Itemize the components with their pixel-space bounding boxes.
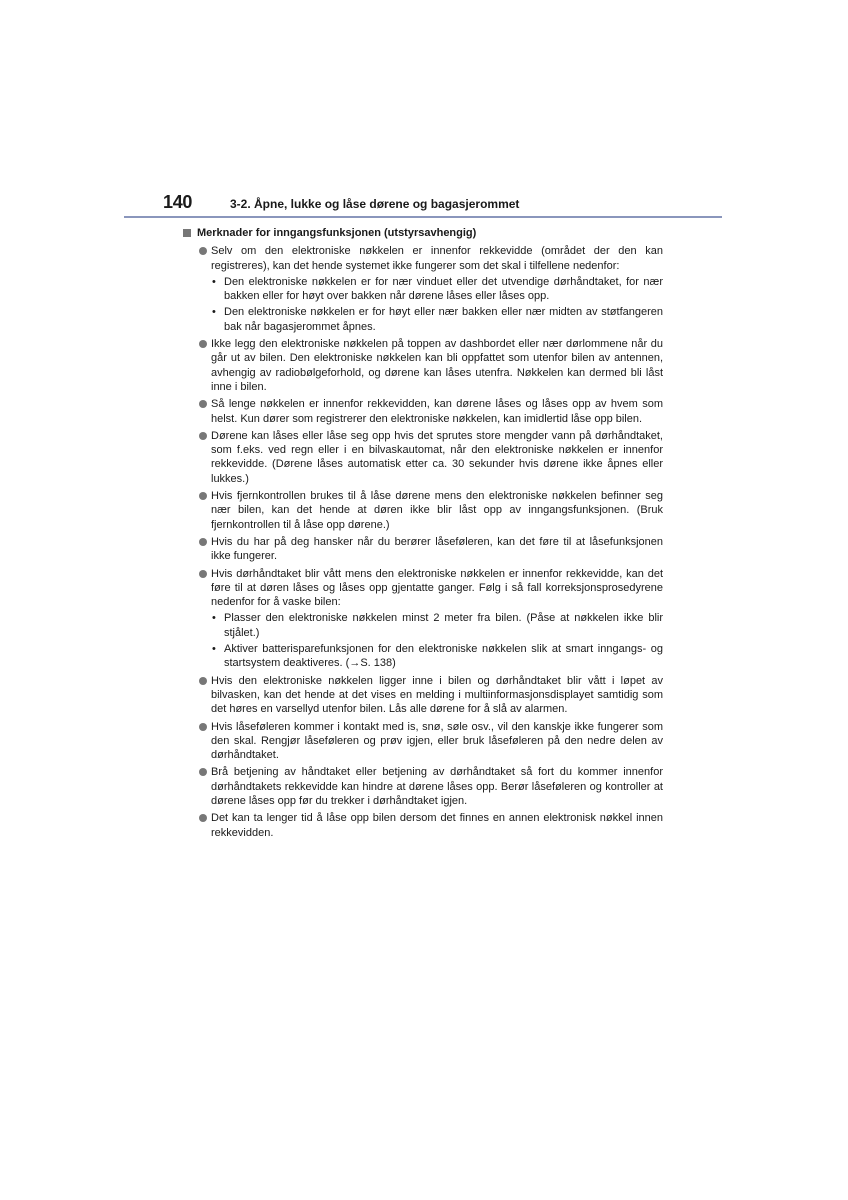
notes-list [183,244,663,840]
small-bullet-icon: • [212,275,216,288]
round-bullet-icon [199,677,207,685]
sub-list-item [211,642,663,671]
list-item [183,720,663,763]
sub-list-item-text: Den elektroniske nøkkelen er for nær vinduet eller det utvendige dørhåndtaket, for nær bakken eller for høyt over bakken når dørene låses eller låses opp. [224,275,663,303]
list-item-text: Hvis den elektroniske nøkkelen ligger inne i bilen og dørhåndtaket blir vått i løpet av bilvasken, kan det hende at det vises en melding i multiinformasjonsdisplayet samtidig som det høres en varsellyd utenfor bilen. Lås alle dørene for å slå av alarmen. [211,674,663,716]
list-item [183,567,663,671]
notes-heading [183,226,663,240]
sub-list-item [211,275,663,304]
round-bullet-icon [199,538,207,546]
round-bullet-icon [199,723,207,731]
page-number: 140 [163,192,193,212]
list-item-text: Hvis fjernkontrollen brukes til å låse dørene mens den elektroniske nøkkelen befinner seg nær bilen, kan det hende at døren ikke blir låst opp av inngangsfunksjonen. (Bruk fjernkontrollen til å låse opp dørene.) [211,490,663,531]
list-item-text: Selv om den elektroniske nøkkelen er innenfor rekkevidde (området der den kan registreres), kan det hende systemet ikke fungerer som det skal i tilfellene nedenfor: [211,245,663,272]
round-bullet-icon [199,570,207,578]
sub-list-item-text: Plasser den elektroniske nøkkelen minst 2 meter fra bilen. (Påse at nøkkelen ikke blir stjålet.) [224,612,663,639]
list-item [183,674,663,717]
round-bullet-icon [199,432,207,440]
list-item-text: Ikke legg den elektroniske nøkkelen på toppen av dashbordet eller nær dørlommene når du går ut av bilen. Den elektroniske nøkkelen kan bli oppfattet som utenfor bilen av antennen, avhengig av radiobølgeforhold, og dørene kan låses utenfra. Nøkkelen kan dermed bli låst inne i bilen. [211,338,663,393]
list-item [183,337,663,394]
sub-list-item-text: Den elektroniske nøkkelen er for høyt eller nær bakken eller nær midten av støtfangeren bak når bagasjerommet åpnes. [224,306,663,333]
list-item-text: Det kan ta lenger tid å låse opp bilen dersom det finnes en annen elektronisk nøkkel innen rekkevidden. [211,812,663,839]
round-bullet-icon [199,400,207,408]
list-item [183,811,663,840]
small-bullet-icon: • [212,306,216,319]
sub-list-item [211,305,663,334]
notes-heading-text: Merknader for inngangsfunksjonen (utstyrsavhengig) [197,227,477,239]
small-bullet-icon: • [212,612,216,625]
round-bullet-icon [199,492,207,500]
sub-list-item-text: Aktiver batterisparefunksjonen for den elektroniske nøkkelen slik at smart inngangs- og startsystem deaktiveres. (→S. 138) [224,643,663,670]
list-item-text: Så lenge nøkkelen er innenfor rekkevidden, kan dørene låses og låses opp av hvem som helst. Kun dører som registrerer den elektroniske nøkkelen, kan imidlertid låse opp bilen. [211,398,663,425]
list-item-text: Hvis du har på deg hansker når du berører låseføleren, kan det føre til at låsefunksjonen ikke fungerer. [211,535,663,563]
list-item-text: Dørene kan låses eller låse seg opp hvis det sprutes store mengder vann på dørhåndtaket, som f.eks. ved regn eller i en bilvaskautomat, når den elektroniske nøkkelen er innenfor rekkevidde. (Dørene låses automatisk etter ca. 30 sekunder hvis dørene ikke åpnes eller lukkes.) [211,429,663,485]
notes-section [183,226,663,843]
square-bullet-icon [183,229,191,237]
list-item [183,535,663,564]
list-item-text: Hvis dørhåndtaket blir vått mens den elektroniske nøkkelen er innenfor rekkevidde, kan det føre til at døren låses og låses opp gjentatte ganger. Følg i så fall korreksjonsprosedyrene nedenfor for å vaske bilen: [211,567,663,609]
section-title: 3-2. Åpne, lukke og låse dørene og bagasjerommet [230,197,520,211]
list-item [183,244,663,334]
round-bullet-icon [199,340,207,348]
list-item [183,397,663,426]
round-bullet-icon [199,768,207,776]
list-item [183,489,663,532]
round-bullet-icon [199,247,207,255]
list-item-text: Hvis låseføleren kommer i kontakt med is, snø, søle osv., vil den kanskje ikke fungerer som den skal. Rengjør låseføleren og prøv igjen, eller bruk låseføleren på den nedre delen av dørhåndtaket. [211,720,663,762]
header-divider [124,216,722,218]
list-item [183,765,663,808]
sub-list-item [211,611,663,640]
list-item [183,429,663,486]
round-bullet-icon [199,814,207,822]
list-item-text: Brå betjening av håndtaket eller betjening av dørhåndtaket så fort du kommer innenfor dørhåndtakets rekkevidde kan hindre at dørene låses opp. Berør låseføleren og kontroller at dørene låses opp før du trekker i dørhåndtaket igjen. [211,766,663,807]
small-bullet-icon: • [212,643,216,656]
